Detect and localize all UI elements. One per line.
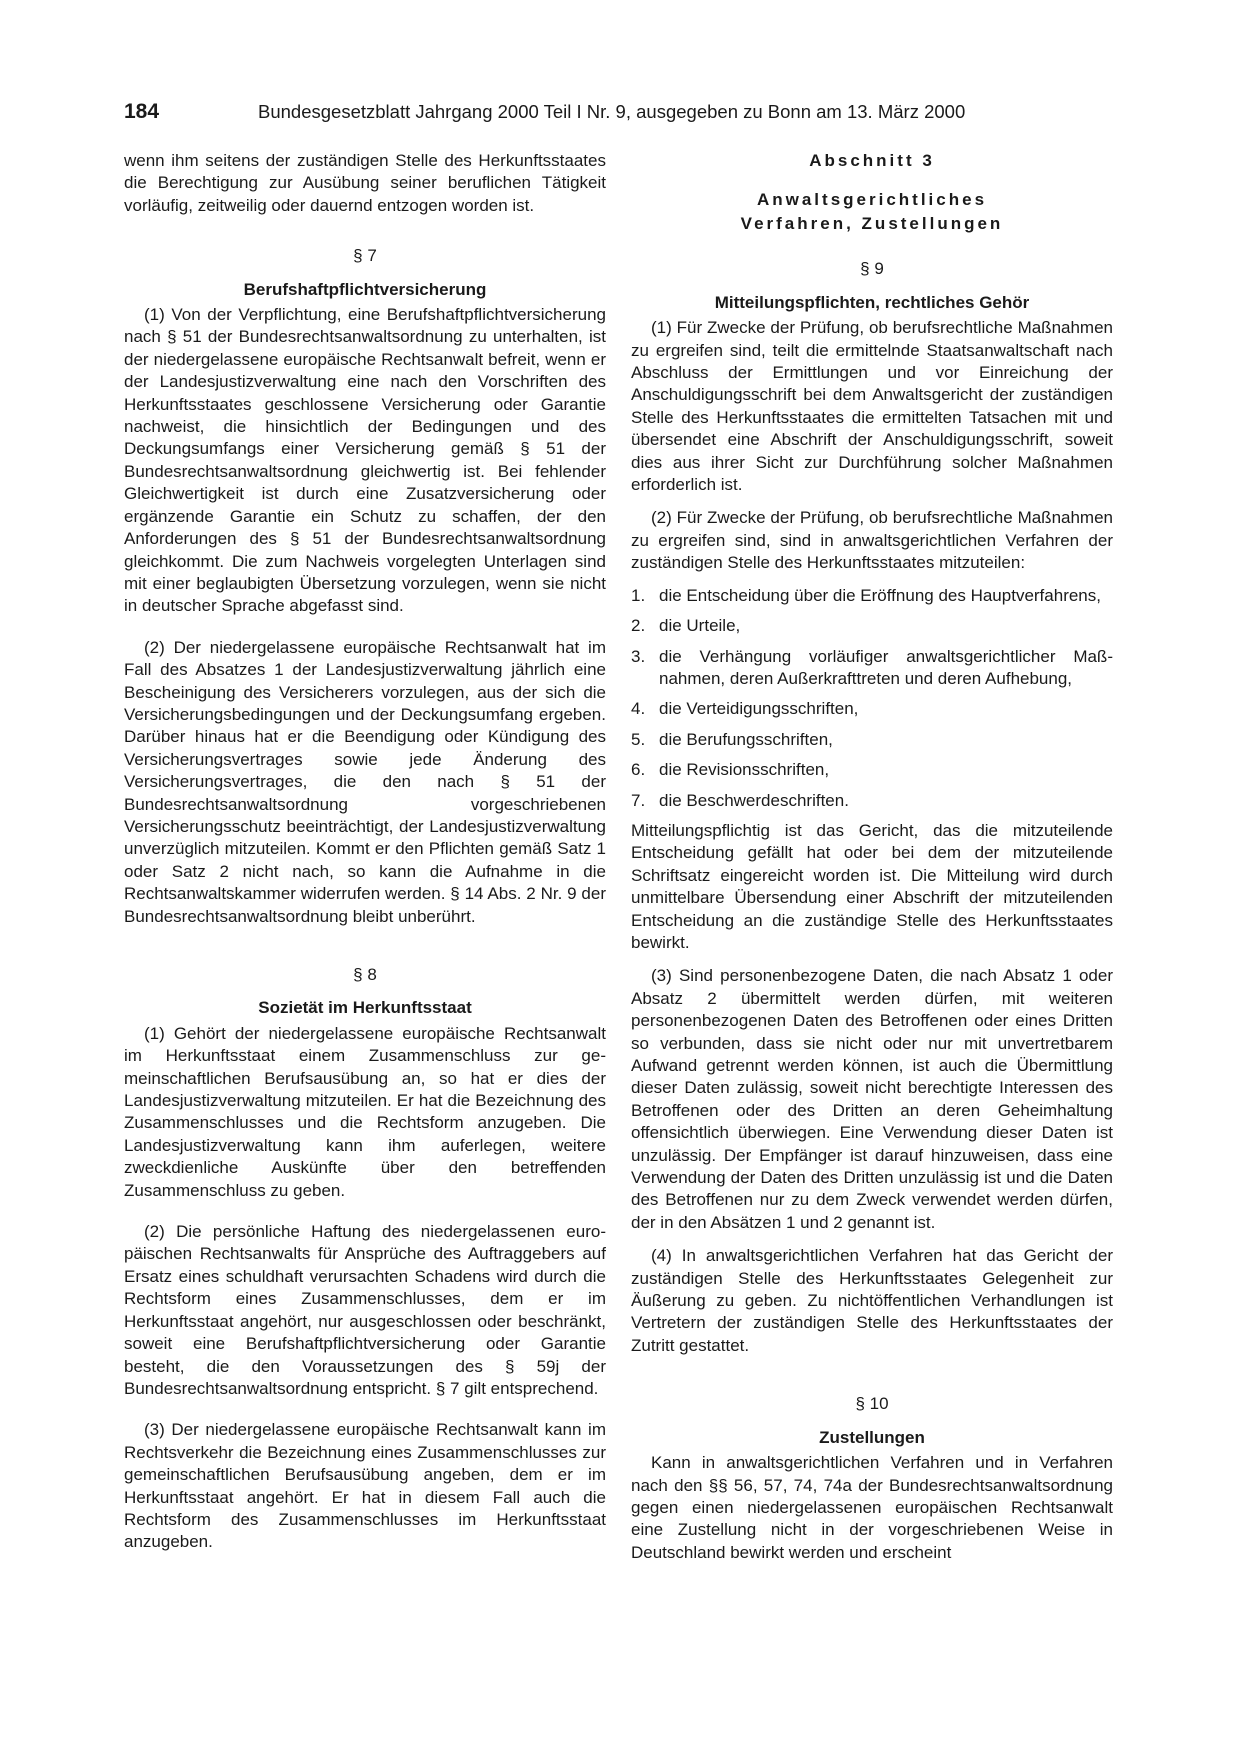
- s7-paragraph-2: (2) Der niedergelassene europäische Rechtsanwalt hat im Fall des Absatzes 1 der Landesjustizverwaltung jährlich eine Bescheinigung des Versicherers vorzulegen, aus der sich die Versicherungsbedingungen und der Deckungsumfang ergeben. Darüber hinaus hat er die Beendigung oder Kündigung des Versicherungsvertrages sowie jede Änderung des Versicherungsvertrages, die den nach § 51 der Bundesrechtsanwaltsordnung vorgeschriebenen Versicherungsschutz beeinträchtigt, der Landesjustizverwaltung unverzüglich mitzuteilen. Kommt er den Pflichten gemäß Satz 1 oder Satz 2 nicht nach, so kann die Aufnahme in die Rechtsanwaltskammer widerrufen werden. § 14 Abs. 2 Nr. 9 der Bundesrechtsanwaltsordnung bleibt unberührt.: [124, 637, 606, 926]
- list-item: 2. die Urteile,: [631, 616, 741, 636]
- list-item: 3. die Verhängung vorläufiger anwaltsgerichtlicher Maßnahmen, deren Außerkrafttreten und deren Aufhebung,: [631, 646, 1113, 688]
- s9-paragraph-4: (4) In anwaltsgerichtlichen Verfahren hat das Gericht der zuständigen Stelle des Herkunftsstaates Gelegenheit zur Äußerung zu geben. Zu nichtöffentlichen Verhandlungen ist Vertretern der zuständigen Stelle des Herkunftsstaates der Zutritt gestattet.: [631, 1246, 1113, 1355]
- running-header: Bundesgesetzblatt Jahrgang 2000 Teil I Nr. 9, ausgegeben zu Bonn am 13. März 2000: [258, 101, 966, 122]
- paragraph-title-9: Mitteilungspflichten, rechtliches Gehör: [714, 292, 1030, 312]
- section-8: [124, 964, 606, 1554]
- s8-paragraph-1: (1) Gehört der niedergelassene europäische Rechtsanwalt im Herkunftsstaat einem Zusammenschluss zur gemeinschaftlichen Berufsausübung an, so hat er dies der Landesjustizverwaltung mitzuteilen. Er hat die Bezeichnung des Zusammenschlusses und die Rechtsform anzugeben. Die Landesjustizverwaltung kann ihm auferlegen, weitere zweckdienliche Auskünfte über den betreffenden Zusammenschluss zu geben.: [124, 1023, 606, 1200]
- paragraph-sign-8: § 8: [353, 965, 377, 984]
- list-item: 4. die Verteidigungsschriften,: [631, 699, 859, 719]
- paragraph-sign-9: § 9: [860, 259, 884, 279]
- list-item: 7. die Beschwerdeschriften.: [631, 790, 849, 810]
- paragraph-sign-10: § 10: [855, 1394, 889, 1414]
- right-column: [631, 150, 1113, 1564]
- left-column: [124, 150, 606, 1554]
- s9-paragraph-2-intro: (2) Für Zwecke der Prüfung, ob berufsrechtliche Maßnahmen zu ergreifen sind, sind in anwaltsgerichtlichen Verfahren der zuständigen Stelle des Herkunftsstaates mitzuteilen:: [631, 508, 1113, 573]
- section-title-line-2: Verfahren, Zustellungen: [740, 214, 1004, 234]
- paragraph-sign-7: § 7: [353, 246, 377, 266]
- section-label: Abschnitt 3: [809, 151, 935, 170]
- paragraph-title-10: Zustellungen: [819, 1427, 925, 1447]
- s9-paragraph-3: (3) Sind personenbezogene Daten, die nach Absatz 1 oder Absatz 2 übermittelt werden dürfen, mit weiteren personenbezogenen Daten des Betroffenen oder eines Dritten so verbunden, dass sie nicht oder nur mit unvertretbarem Aufwand getrennt werden können, ist auch die Übermittlung dieser Daten zulässig, soweit nicht berechtigte Interessen des Betroffenen oder des Dritten an deren Geheimhaltung offensichtlich überwiegen. Eine Verwendung dieser Daten ist unzulässig. Der Empfänger ist darauf hinzuweisen, dass eine Verwendung der Daten des Dritten unzulässig ist und die Daten des Betroffenen nur zu dem Zweck verwendet werden dürfen, der in den Absätzen 1 und 2 genannt ist.: [631, 966, 1113, 1232]
- s10-paragraph-1: Kann in anwaltsgerichtlichen Verfahren und in Verfahren nach den §§ 56, 57, 74, 74a der Bundesrechtsanwaltsordnung gegen einen niedergelassenen europäischen Rechtsanwalt eine Zustellung nicht in der vorgeschriebenen Weise in Deutschland bewirkt werden und erscheint: [631, 1453, 1113, 1562]
- list-item: 1. die Entscheidung über die Eröffnung des Hauptverfahrens,: [631, 585, 1101, 605]
- list-item: 6. die Revisionsschriften,: [631, 760, 830, 780]
- s8-paragraph-3: (3) Der niedergelassene europäische Rechtsanwalt kann im Rechtsverkehr die Bezeichnung eines Zusammenschlusses zur gemeinschaftlichen Berufsausübung angeben, dem er im Herkunftsstaat angehört. Er hat in diesem Fall auch die Rechtsform des Zusammenschlusses im Herkunftsstaat anzugeben.: [124, 1420, 606, 1552]
- list-item: 5. die Berufungsschriften,: [631, 729, 833, 749]
- section-7: [124, 245, 606, 928]
- section-9: [631, 258, 1113, 1357]
- paragraph-title-7: Berufshaftpflichtversicherung: [243, 279, 487, 299]
- paragraph-title-8: Sozietät im Herkunftsstaat: [258, 998, 472, 1018]
- s9-paragraph-2-tail: Mitteilungspflichtig ist das Gericht, das die mitzuteilende Entscheidung gefällt hat oder bei dem der mitzuteilende Schriftsatz eingereicht worden ist. Die Mitteilung wird durch unmittelbare Übersendung einer Abschrift der mitzuteilenden Entscheidung an die zuständige Stelle des Herkunftsstaates bewirkt.: [631, 820, 1113, 952]
- continuation-paragraph: wenn ihm seitens der zuständigen Stelle des Herkunftsstaates die Berechtigung zur Ausübung seiner beruflichen Tätigkeit vorläufig, zeitweilig oder dauernd entzogen worden ist.: [124, 151, 606, 215]
- notification-list: [631, 585, 1113, 812]
- s9-paragraph-1: (1) Für Zwecke der Prüfung, ob berufsrechtliche Maßnahmen zu ergreifen sind, teilt die ermittelnde Staatsanwaltschaft nach Abschluss der Ermittlungen und vor Einreichung der Anschuldigungsschrift bei dem Anwaltsgericht der zuständigen Stelle des Herkunftsstaates die ermittelten Tatsachen mit und übersendet eine Abschrift der Anschuldigungsschrift, soweit dies aus ihrer Sicht zur Durchführung solcher Maßnahmen erforderlich ist.: [631, 318, 1113, 495]
- s7-paragraph-1: (1) Von der Verpflichtung, eine Berufshaftpflichtversicherung nach § 51 der Bundesrechtsanwaltsordnung zu unterhalten, ist der niedergelassene europäische Rechtsanwalt befreit, wenn er der Landesjustizverwaltung eine nach den Vorschriften des Herkunftsstaates geschlossene Versicherung oder Garantie nachweist, die hinsichtlich der Bedingungen und des Deckungsumfangs einer Versicherung gemäß § 51 der Bundesrechtsanwaltsordnung gleichwertig ist. Bei fehlender Gleichwertigkeit ist durch eine Zusatzversicherung oder ergänzende Garantie ein Schutz zu schaffen, der den Anforderungen des § 51 der Bundesrechtsanwaltsordnung gleichkommt. Die zum Nachweis vorgelegten Unterlagen sind mit einer beglaubigten Übersetzung vorzulegen, wenn sie nicht in deutscher Sprache abgefasst sind.: [124, 305, 606, 616]
- section-10: [631, 1393, 1113, 1564]
- page-number: 184: [124, 100, 160, 123]
- s8-paragraph-2: (2) Die persönliche Haftung des niedergelassenen europäischen Rechtsanwalts für Ansprüche des Auftraggebers auf Ersatz eines schuldhaft verursachten Schadens wird durch die Rechtsform eines Zusammenschlusses, dem er im Herkunftsstaat angehört, nur ausgeschlossen oder beschränkt, soweit eine Berufshaftpflichtversicherung oder Garantie besteht, die den Voraussetzungen des § 59j der Bundesrechtsanwaltsordnung entspricht. § 7 gilt entsprechend.: [124, 1222, 606, 1398]
- section-title-line-1: Anwaltsgerichtliches: [756, 190, 988, 210]
- section-title: [631, 188, 1113, 236]
